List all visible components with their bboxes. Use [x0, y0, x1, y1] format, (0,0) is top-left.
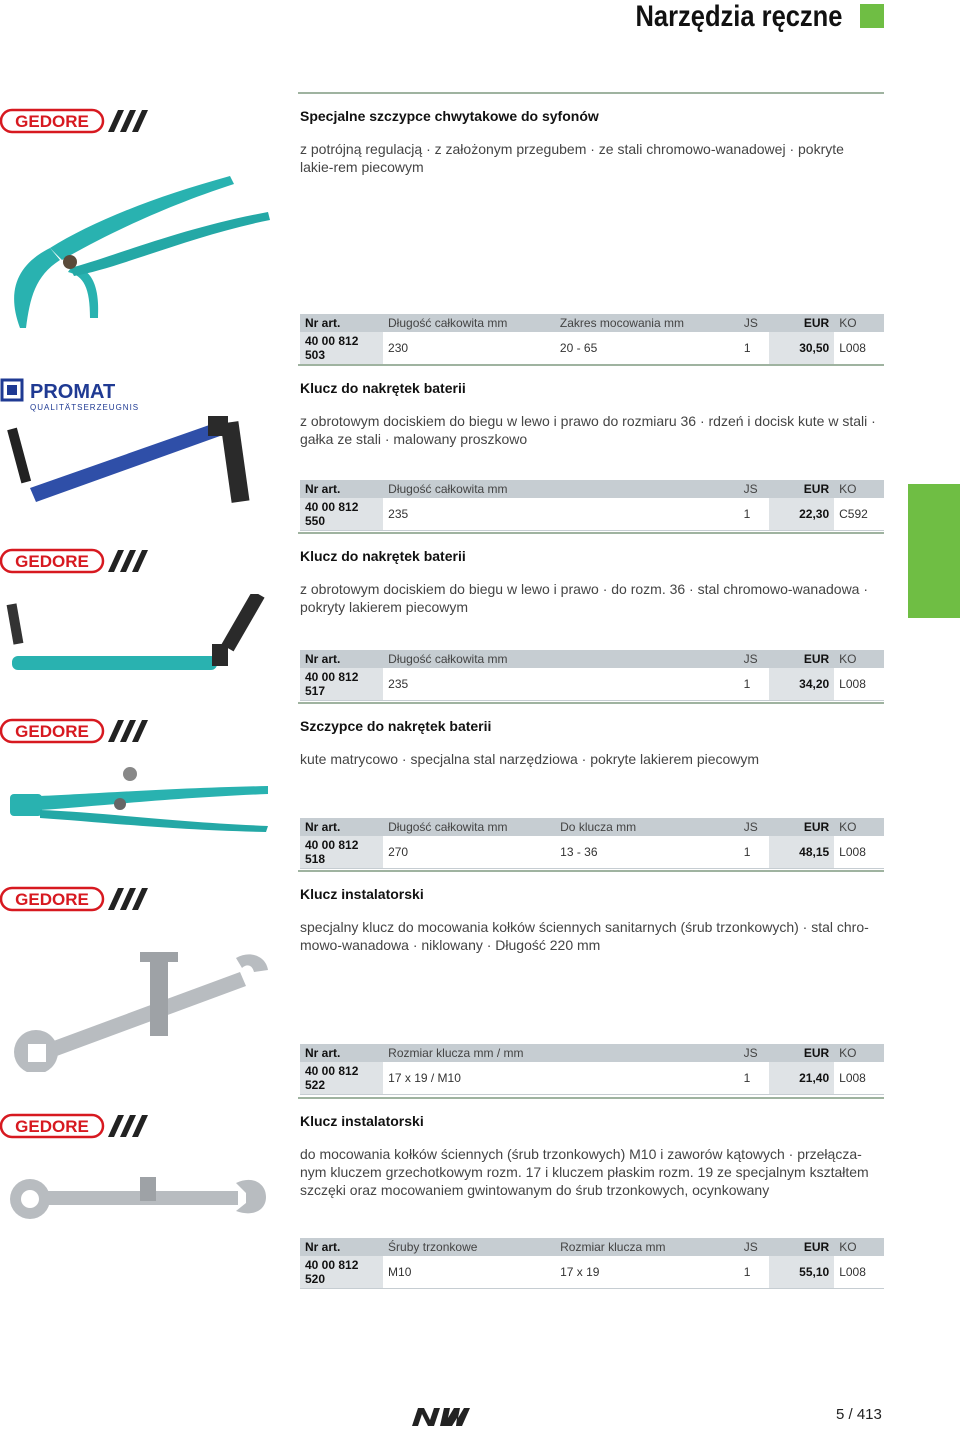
svg-text:GEDORE: GEDORE [15, 552, 89, 571]
gedore-logo [0, 108, 150, 134]
nut-pliers-image [0, 764, 280, 844]
page-header-title: Narzędzia ręczne [635, 0, 842, 33]
table-row: 40 00 812 517 235 1 34,20 L008 [300, 668, 884, 701]
product-description: z obrotowym dociskiem do biegu w lewo i prawo do rozmiaru 36 · rdzeń i docisk kute w stali · gałka ze stali · malowany proszkowo [300, 413, 876, 447]
section-divider [298, 92, 884, 94]
spec-table: Nr art. Długość całkowita mm Zakres mocowania mm JS EUR KO 40 00 812 503 230 20 - 65 1 30,50 L008 [300, 314, 884, 365]
svg-text:GEDORE: GEDORE [15, 1117, 89, 1136]
section-divider [298, 1097, 884, 1099]
product-title: Klucz do nakrętek baterii [300, 380, 466, 396]
product-title: Klucz instalatorski [300, 886, 424, 902]
page-number: 5 / 413 [836, 1406, 882, 1423]
product-section [0, 92, 960, 362]
spec-table: Nr art. Długość całkowita mm JS EUR KO 40 00 812 550 235 1 22,30 C592 [300, 480, 884, 531]
header-green-square [860, 4, 884, 28]
svg-text:GEDORE: GEDORE [15, 890, 89, 909]
svg-text:GEDORE: GEDORE [15, 112, 89, 131]
nws-logo [410, 1406, 476, 1428]
spec-table: Nr art. Długość całkowita mm Do klucza mm JS EUR KO 40 00 812 518 270 13 - 36 1 48,15 L008 [300, 818, 884, 869]
section-divider [298, 870, 884, 872]
section-divider [298, 532, 884, 534]
product-section [0, 532, 960, 698]
table-row: 40 00 812 550 235 1 22,30 C592 [300, 498, 884, 531]
table-row: 40 00 812 522 17 x 19 / M10 1 21,40 L008 [300, 1062, 884, 1095]
battery-nut-wrench-image [0, 594, 280, 684]
product-description: z potrójną regulacją · z założonym przegubem · ze stali chromowo-wanadowej · pokryte lakie-rem piecowym [300, 141, 844, 175]
section-divider [298, 364, 884, 366]
product-section [0, 702, 960, 866]
spec-table: Nr art. Długość całkowita mm JS EUR KO 40 00 812 517 235 1 34,20 L008 [300, 650, 884, 701]
battery-nut-wrench-image [0, 408, 280, 518]
gedore-logo [0, 886, 150, 912]
svg-text:QUALITÄTSERZEUGNIS: QUALITÄTSERZEUGNIS [30, 403, 140, 412]
product-description: z obrotowym dociskiem do biegu w lewo i prawo · do rozm. 36 · stal chromowo-wanadowa · pokryty lakierem piecowym [300, 581, 869, 615]
spec-table: Nr art. Śruby trzonkowe Rozmiar klucza mm JS EUR KO 40 00 812 520 M10 17 x 19 1 55,10 L008 [300, 1238, 884, 1289]
product-title: Klucz do nakrętek baterii [300, 548, 466, 564]
product-description: specjalny klucz do mocowania kołków ściennych sanitarnych (śrub trzonkowych) · stal chro-mowo-wanadowa · niklowany · Długość 220 mm [300, 919, 869, 953]
product-title: Klucz instalatorski [300, 1113, 424, 1129]
product-section [0, 364, 960, 528]
table-row: 40 00 812 520 M10 17 x 19 1 55,10 L008 [300, 1256, 884, 1289]
gedore-logo [0, 1113, 150, 1139]
product-description: do mocowania kołków ściennych (śrub trzonkowych) M10 i zaworów kątowych · przełącza-nym kluczem grzechotkowym rozm. 17 i kluczem płaskim rozm. 19 ze specjalnym kształtem szczęki oraz mocowaniem gwintowanym do śrub trzonkowych, ocynkowany [300, 1146, 869, 1198]
spec-table: Nr art. Rozmiar klucza mm / mm JS EUR KO 40 00 812 522 17 x 19 / M10 1 21,40 L008 [300, 1044, 884, 1095]
promat-logo [0, 376, 152, 412]
product-section [0, 870, 960, 1090]
gedore-logo [0, 718, 150, 744]
table-row: 40 00 812 518 270 13 - 36 1 48,15 L008 [300, 836, 884, 869]
svg-text:GEDORE: GEDORE [15, 722, 89, 741]
table-row: 40 00 812 503 230 20 - 65 1 30,50 L008 [300, 332, 884, 365]
ratchet-installer-wrench-image [0, 1167, 280, 1227]
section-divider [298, 702, 884, 704]
siphon-pliers-image [0, 168, 280, 338]
product-title: Szczypce do nakrętek baterii [300, 718, 492, 734]
svg-text:PROMAT: PROMAT [30, 381, 116, 403]
installer-wrench-image [0, 942, 280, 1072]
gedore-logo [0, 548, 150, 574]
product-title: Specjalne szczypce chwytakowe do syfonów [300, 108, 599, 124]
product-section [0, 1097, 960, 1297]
product-description: kute matrycowo · specjalna stal narzędziowa · pokryte lakierem piecowym [300, 751, 760, 767]
